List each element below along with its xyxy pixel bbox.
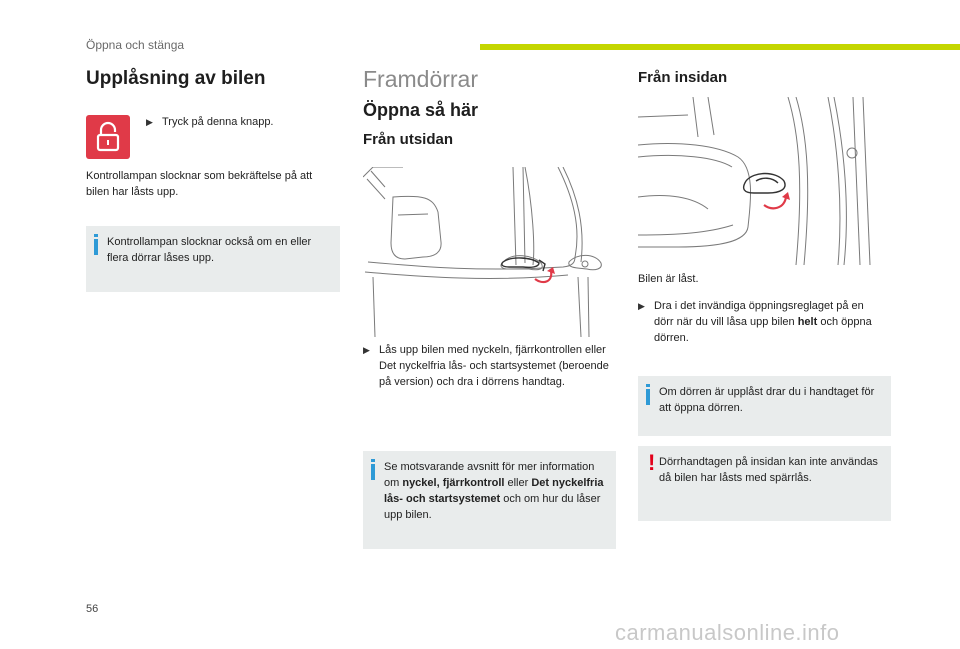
pull-arrow bbox=[764, 197, 786, 208]
bullet-unlock-exterior: ▶ Lås upp bilen med nyckeln, fjärrkontrollen eller Det nyckelfria lås- och startsystemet (beroende på version) och dra i dörrens handtag. bbox=[363, 344, 609, 388]
page-number: 56 bbox=[86, 603, 99, 615]
header-accent-bar bbox=[480, 44, 960, 50]
unlock-button-illustration bbox=[86, 115, 130, 159]
info-note-left bbox=[86, 226, 340, 292]
info-note-text: Kontrollampan slocknar också om en eller flera dörrar låses upp. bbox=[107, 236, 312, 264]
bullet-arrow-icon: ▶ bbox=[638, 301, 645, 311]
paragraph-car-locked: Bilen är låst. bbox=[638, 273, 699, 285]
warning-note-right bbox=[638, 446, 891, 521]
bullet-text: Tryck på denna knapp. bbox=[162, 116, 274, 128]
info-note-middle bbox=[363, 451, 616, 549]
info-note-text: Om dörren är upplåst drar du i handtaget för att öppna dörren. bbox=[659, 386, 875, 414]
bullet-press-button bbox=[146, 114, 336, 130]
info-icon bbox=[644, 384, 652, 406]
chapter-title: Framdörrar bbox=[363, 66, 479, 92]
subheading-utsidan: Från utsidan bbox=[363, 131, 454, 148]
figure-interior-door-handle bbox=[638, 97, 891, 265]
bullet-unlock-interior: ▶ Dra i det invändiga öppningsreglaget på en dörr när du vill låsa upp bilen helt och öppna dörren. bbox=[638, 300, 872, 344]
info-note-text: Se motsvarande avsnitt för mer information om nyckel, fjärrkontroll eller Det nyckelfria lås- och startsystemet och om hur du låser upp bilen. bbox=[384, 461, 604, 521]
watermark-text: carmanualsonline.info bbox=[615, 620, 840, 645]
section-header-title: Öppna och stänga bbox=[86, 38, 185, 52]
subheading-insidan: Från insidan bbox=[638, 69, 728, 86]
lock-icon bbox=[86, 115, 130, 159]
heading-oppna: Öppna så här bbox=[363, 100, 479, 120]
figure-exterior-door-handle bbox=[363, 167, 616, 337]
warning-note-text: Dörrhandtagen på insidan kan inte användas då bilen har låsts med spärrlås. bbox=[659, 456, 878, 484]
bullet-arrow-icon: ▶ bbox=[146, 117, 153, 127]
paragraph-confirmation: Kontrollampan slocknar som bekräftelse på att bilen har låsts upp. bbox=[86, 170, 313, 198]
bullet-arrow-icon: ▶ bbox=[363, 345, 370, 355]
info-icon bbox=[369, 459, 377, 481]
info-icon bbox=[92, 234, 100, 256]
heading-upplasning: Upplåsning av bilen bbox=[86, 68, 266, 89]
warning-exclamation-icon: ! bbox=[648, 450, 656, 475]
info-note-right bbox=[638, 376, 891, 436]
